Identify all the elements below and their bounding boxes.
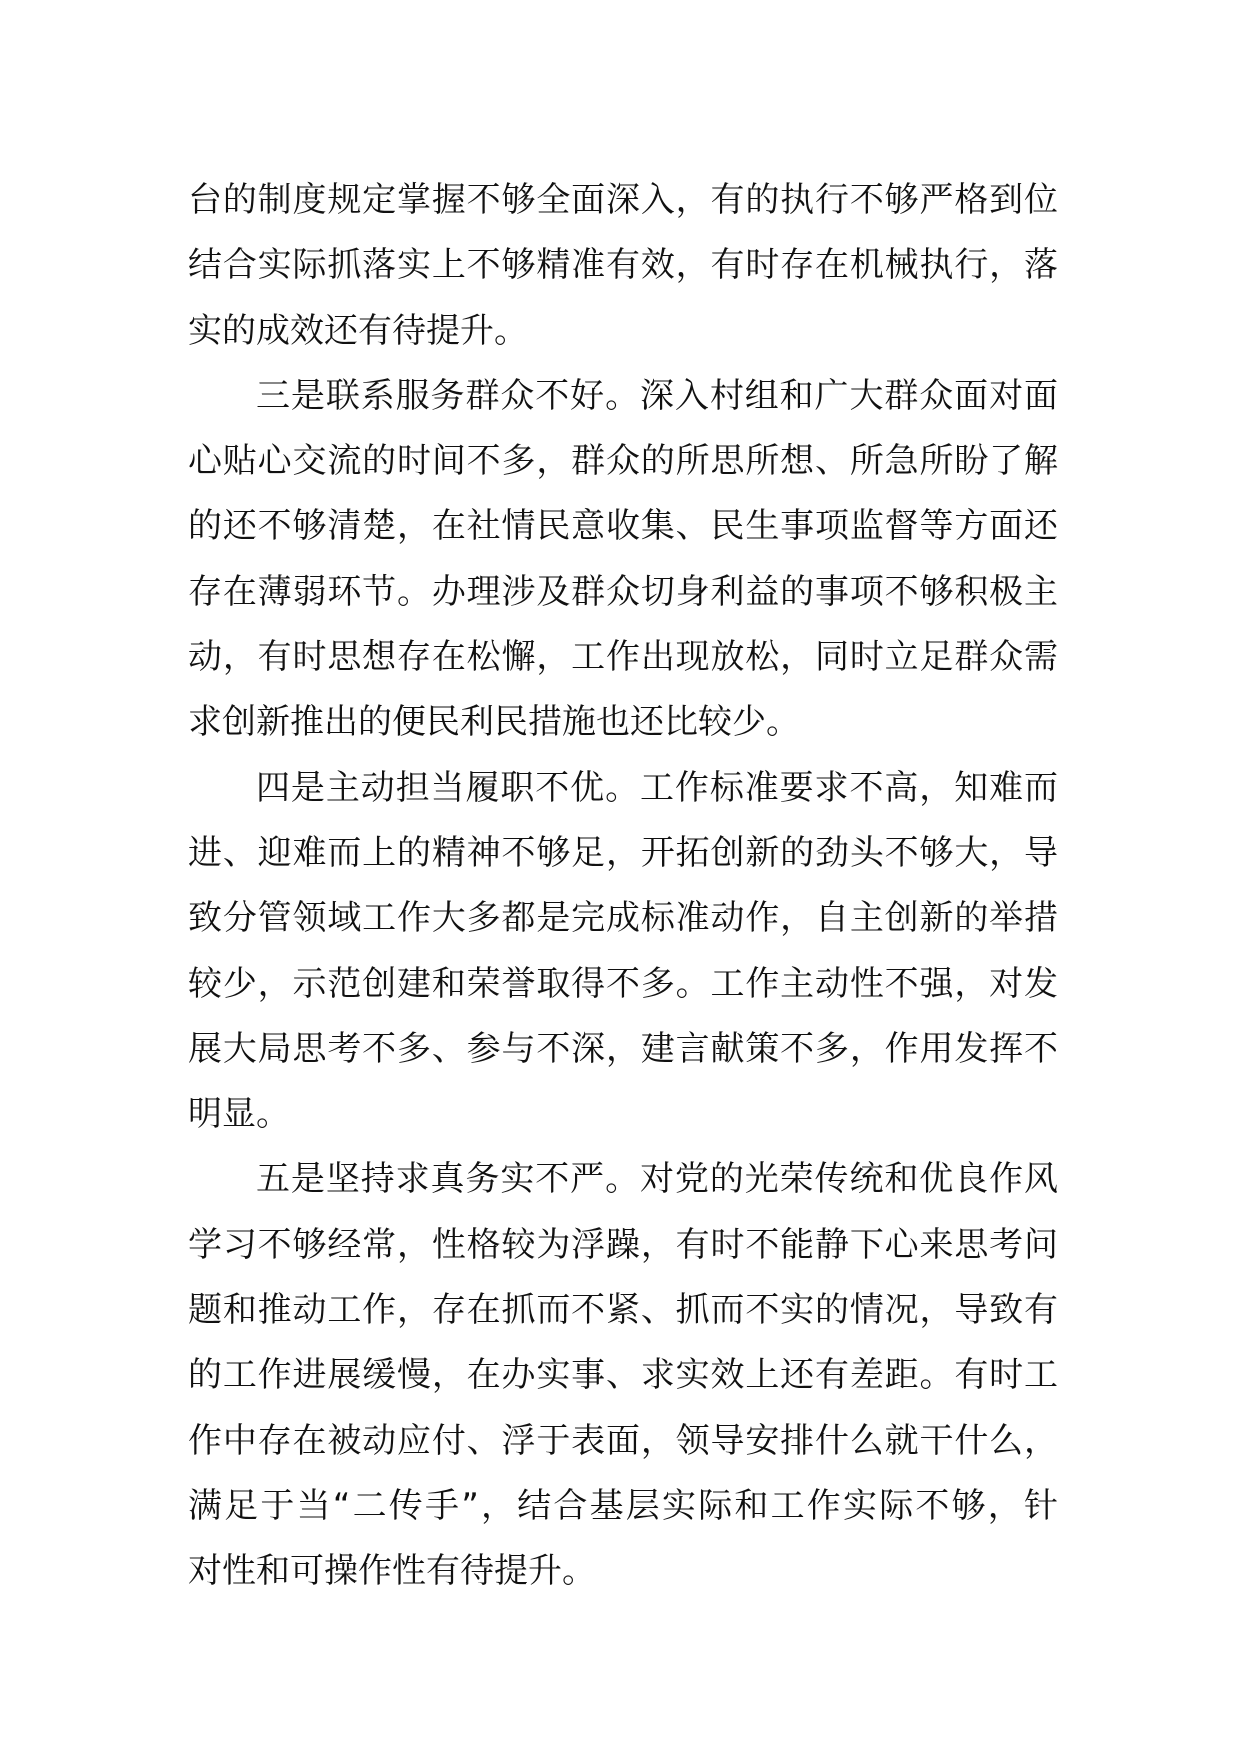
text-line: 满足于当“二传手”，结合基层实际和工作实际不够，针 — [188, 1485, 1058, 1526]
text-line: 的还不够清楚，在社情民意收集、民生事项监督等方面还 — [188, 506, 1058, 547]
paragraph-heading-line: 三是联系服务群众不好。深入村组和广大群众面对面 — [256, 375, 1058, 416]
paragraph-heading-line: 五是坚持求真务实不严。对党的光荣传统和优良作风 — [256, 1159, 1058, 1200]
paragraph-heading-line: 四是主动担当履职不优。工作标准要求不高，知难而 — [256, 767, 1058, 808]
text-line: 展大局思考不多、参与不深，建言献策不多，作用发挥不 — [188, 1028, 1058, 1069]
text-line: 进、迎难而上的精神不够足，开拓创新的劲头不够大，导 — [188, 832, 1058, 873]
text-line: 作中存在被动应付、浮于表面，领导安排什么就干什么， — [188, 1420, 1058, 1461]
text-line: 的工作进展缓慢，在办实事、求实效上还有差距。有时工 — [188, 1355, 1058, 1396]
text-line: 实的成效还有待提升。 — [188, 310, 528, 351]
text-line: 对性和可操作性有待提升。 — [188, 1551, 596, 1592]
text-line: 致分管领域工作大多都是完成标准动作，自主创新的举措 — [188, 898, 1058, 939]
document-body — [188, 168, 1058, 1605]
text-line: 较少，示范创建和荣誉取得不多。工作主动性不强，对发 — [188, 963, 1058, 1004]
text-line: 明显。 — [188, 1094, 290, 1135]
text-line: 动，有时思想存在松懈，工作出现放松，同时立足群众需 — [188, 637, 1058, 678]
text-line: 题和推动工作，存在抓而不紧、抓而不实的情况，导致有 — [188, 1290, 1058, 1331]
text-line: 求创新推出的便民利民措施也还比较少。 — [188, 702, 800, 743]
text-line: 结合实际抓落实上不够精准有效，有时存在机械执行，落 — [188, 245, 1058, 286]
text-line: 心贴心交流的时间不多，群众的所思所想、所急所盼了解 — [188, 441, 1058, 482]
text-line: 台的制度规定掌握不够全面深入，有的执行不够严格到位 — [188, 180, 1058, 220]
text-line: 存在薄弱环节。办理涉及群众切身利益的事项不够积极主 — [188, 571, 1058, 612]
text-line: 学习不够经常，性格较为浮躁，有时不能静下心来思考问 — [188, 1224, 1058, 1265]
